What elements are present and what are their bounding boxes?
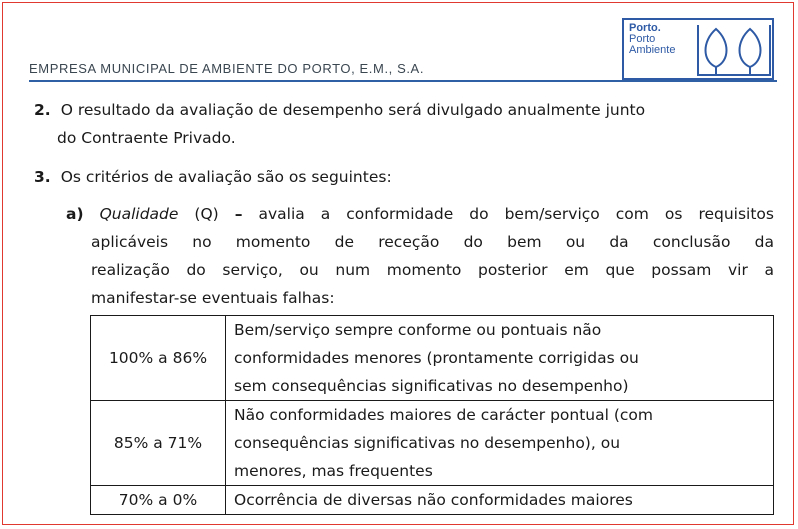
quality-term: Qualidade: [99, 205, 179, 223]
range-cell: 85% a 71%: [91, 401, 226, 486]
range-cell: 100% a 86%: [91, 316, 226, 401]
header-divider: [29, 80, 777, 82]
range-cell: 70% a 0%: [91, 486, 226, 515]
logo-line-3: Ambiente: [629, 44, 676, 56]
quality-abbr: (Q): [178, 205, 235, 223]
item-2-line-2: do Contraente Privado.: [57, 129, 236, 147]
sub-item-a-line-4: manifestar-se eventuais falhas:: [91, 289, 335, 307]
logo-text: [629, 23, 675, 56]
description-line: Bem/serviço sempre conforme ou pontuais não: [234, 321, 602, 339]
item-3: [34, 163, 392, 191]
description-line: conformidades menores (prontamente corrigidas ou: [234, 349, 639, 367]
tree-icon: [696, 23, 772, 77]
description-line: consequências significativas no desempenho), ou: [234, 434, 621, 452]
item-2-line-1: O resultado da avaliação de desempenho será divulgado anualmente junto: [60, 101, 646, 119]
table-row: [91, 401, 774, 486]
description-line: menores, mas frequentes: [234, 462, 433, 480]
criteria-table: [90, 315, 774, 515]
sub-item-a-line-3: realização do serviço, ou num momento posterior em que possam vir a: [91, 261, 774, 279]
sub-item-a-line-1: [66, 200, 774, 228]
sub-item-a-line-1-rest: avalia a conformidade do bem/serviço com os requisitos: [242, 205, 774, 223]
company-name: EMPRESA MUNICIPAL DE AMBIENTE DO PORTO, E.M., S.A.: [29, 61, 425, 76]
item-3-number: 3.: [34, 168, 51, 186]
table-row: [91, 316, 774, 401]
item-3-line-1: Os critérios de avaliação são os seguintes:: [60, 168, 392, 186]
logo-line-2: Porto: [629, 33, 656, 45]
table-row: [91, 486, 774, 515]
sub-item-a-line-2: aplicáveis no momento de receção do bem ou da conclusão da: [91, 233, 774, 251]
description-line: Ocorrência de diversas não conformidades maiores: [234, 491, 633, 509]
description-cell: [226, 316, 774, 401]
item-2-number: 2.: [34, 101, 51, 119]
description-line: sem consequências significativas no desempenho): [234, 377, 629, 395]
sub-item-a: [66, 200, 774, 312]
description-cell: [226, 486, 774, 515]
description-cell: [226, 401, 774, 486]
item-2: [34, 96, 645, 152]
porto-ambiente-logo: [622, 18, 774, 80]
sub-item-a-label: a): [66, 205, 84, 223]
quality-dash: –: [234, 205, 243, 223]
description-line: Não conformidades maiores de carácter pontual (com: [234, 406, 654, 424]
logo-line-1: Porto.: [629, 22, 661, 34]
